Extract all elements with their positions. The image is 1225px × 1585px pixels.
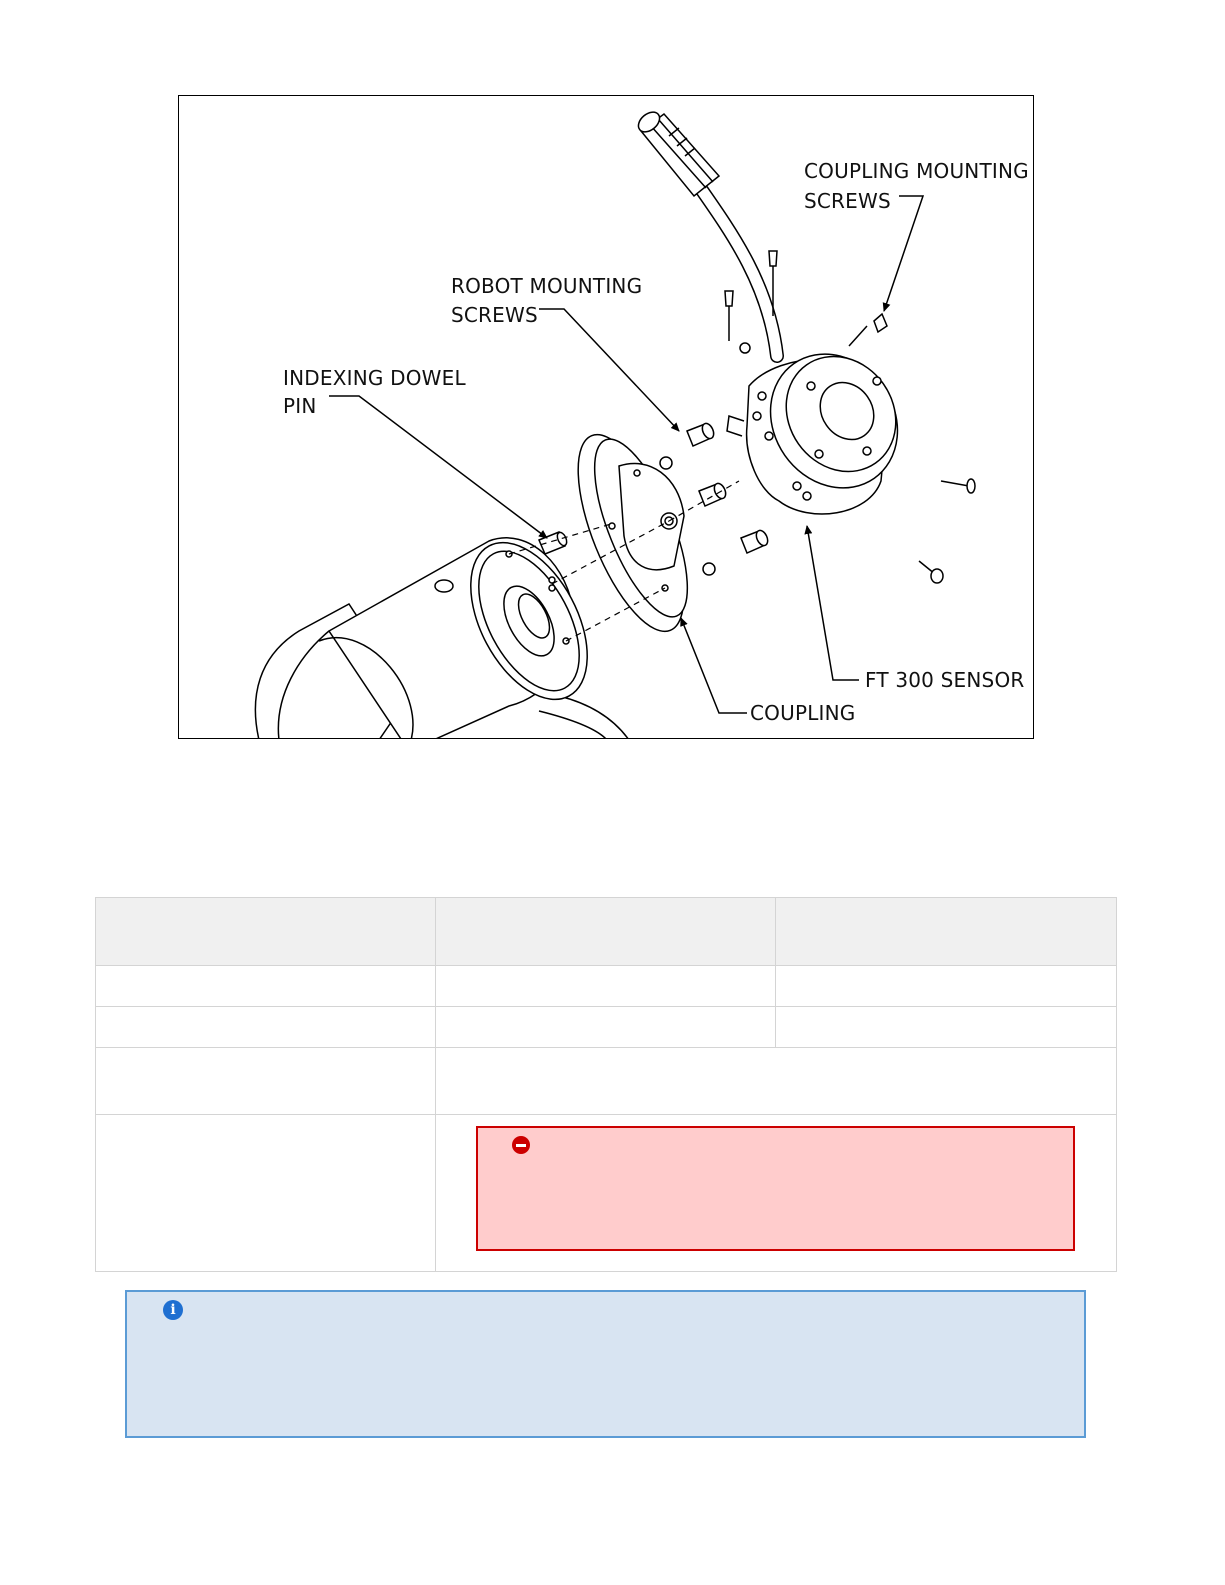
table-cell [96, 1048, 436, 1115]
table-header-cell [776, 898, 1117, 966]
label-coupling-mounting-screws-line2: SCREWS [804, 189, 891, 213]
table-row [96, 1048, 1117, 1115]
table-row [96, 1007, 1117, 1048]
cable-drawing [635, 108, 777, 356]
table-cell [436, 966, 776, 1007]
table-cell [96, 966, 436, 1007]
robot-arm-drawing [255, 523, 629, 739]
table-row [96, 966, 1117, 1007]
label-coupling: COUPLING [750, 701, 856, 725]
label-indexing-dowel-pin-line2: PIN [283, 394, 317, 418]
label-robot-mounting-screws-line2: SCREWS [451, 303, 538, 327]
info-callout [125, 1290, 1086, 1438]
table-cell [776, 1007, 1117, 1048]
info-circle-icon: i [163, 1300, 183, 1320]
table-cell [96, 1115, 436, 1272]
warning-callout [476, 1126, 1075, 1251]
exploded-assembly-figure [178, 95, 1034, 739]
ft300-sensor-drawing [727, 329, 923, 514]
table-cell-merged [436, 1048, 1117, 1115]
label-coupling-mounting-screws-line1: COUPLING MOUNTING [804, 159, 1029, 183]
table-cell [96, 1007, 436, 1048]
coupling-drawing [556, 421, 706, 644]
table-header-cell [436, 898, 776, 966]
table-header-cell [96, 898, 436, 966]
table-cell [776, 966, 1117, 1007]
assembly-drawing [179, 96, 1034, 739]
label-indexing-dowel-pin-line1: INDEXING DOWEL [283, 366, 466, 390]
table-cell [436, 1007, 776, 1048]
label-robot-mounting-screws-line1: ROBOT MOUNTING [451, 274, 643, 298]
label-ft300-sensor: FT 300 SENSOR [865, 668, 1025, 692]
table-header-row [96, 898, 1117, 966]
minus-circle-icon [512, 1136, 530, 1154]
